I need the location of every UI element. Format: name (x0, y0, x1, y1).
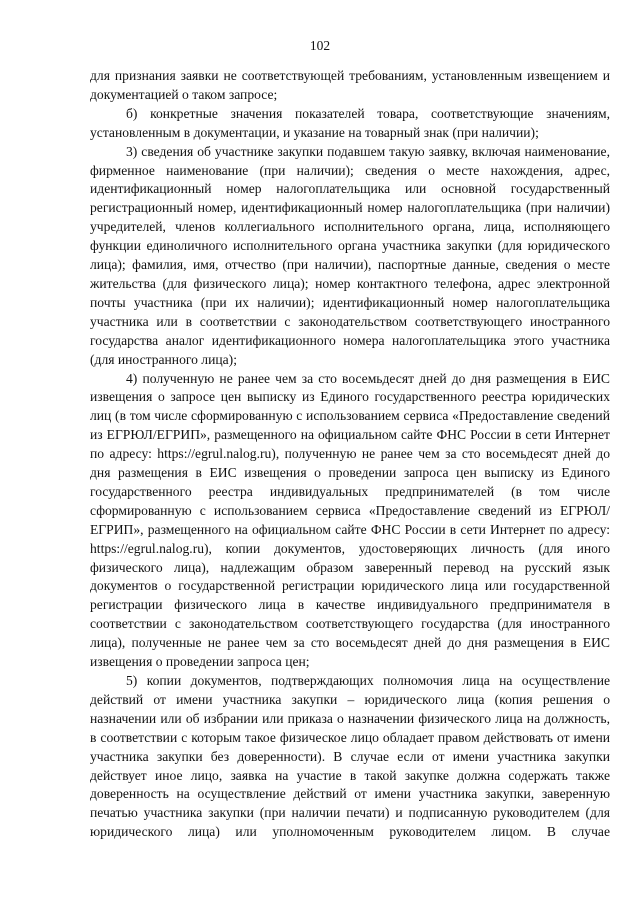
document-body (90, 67, 610, 842)
paragraph-item-b: б) конкретные значения показателей товара, соответствующие значениям, установленным в документации, и указание на товарный знак (при наличии); (90, 105, 610, 140)
paragraph-continuation: для признания заявки не соответствующей требованиям, установленным извещением и документацией о таком запросе; (90, 68, 610, 102)
page-number: 102 (309, 38, 331, 53)
paragraph-item-3: 3) сведения об участнике закупки подавшем такую заявку, включая наименование, фирменное наименование (при наличии); сведения о месте нахождения, адрес, идентификационный номер налогоплательщика или основной государственный регистрационный номер, идентификационный номер налогоплательщика (при наличии) учредителей, членов коллегиального исполнительного органа, лица, исполняющего функции единоличного исполнительного органа участника закупки (для юридического лица); фамилия, имя, отчество (при наличии), паспортные данные, сведения о месте жительства (для физического лица); номер контактного телефона, адрес электронной почты участника (при их наличии); идентификационный номер налогоплательщика участника или в соответствии с законодательством соответствующего иностранного государства аналог идентификационного номера налогоплательщика этого участника (для иностранного лица); (90, 143, 610, 367)
paragraph-item-4: 4) полученную не ранее чем за сто восемьдесят дней до дня размещения в ЕИС извещения о запросе цен выписку из Единого государственного реестра юридических лиц (в том числе сформированную с использованием сервиса «Предоставление сведений из ЕГРЮЛ/ЕГРИП», размещенного на официальном сайте ФНС России в сети Интернет по адресу: https://egrul.nalog.ru), полученную не ранее чем за сто восемьдесят дней до дня размещения в ЕИС извещения о проведении запроса цен выписку из Единого государственного реестра индивидуальных предпринимателей (в том числе сформированную с использованием сервиса «Предоставление сведений из ЕГРЮЛ/ЕГРИП», размещенного на официальном сайте ФНС России в сети Интернет по адресу: https://egrul.nalog.ru), копии документов, удостоверяющих личность (для иного физического лица), надлежащим образом заверенный перевод на русский язык документов о государственной регистрации юридического лица или государственной регистрации физического лица в качестве индивидуального предпринимателя в соответствии с законодательством соответствующего государства (для иностранного лица), полученные не ранее чем за сто восемьдесят дней до дня размещения в ЕИС извещения о проведении запроса цен; (90, 370, 610, 670)
paragraph-item-5: 5) копии документов, подтверждающих полномочия лица на осуществление действий от имени участника закупки – юридического лица (копия решения о назначении или об избрании или приказа о назначении физического лица на должность, в соответствии с которым такое физическое лицо обладает правом действовать от имени участника закупки без доверенности). В случае если от имени участника закупки действует иное лицо, заявка на участие в такой закупке должна содержать также доверенность на осуществление действий от имени участника закупки, заверенную печатью участника закупки (при наличии печати) и подписанную руководителем (для юридического лица) или уполномоченным руководителем лицом. В случае (90, 673, 610, 840)
